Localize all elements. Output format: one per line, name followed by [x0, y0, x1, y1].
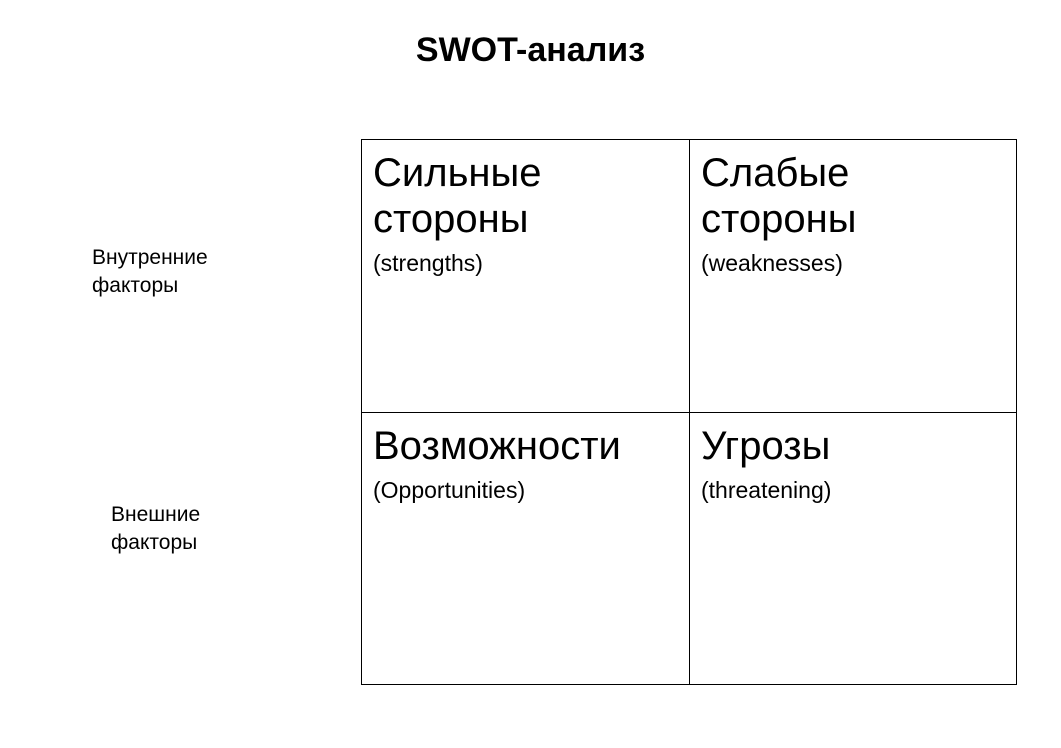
cell-subtitle: (threatening)	[701, 477, 832, 503]
cell-title	[701, 150, 1009, 242]
cell-title-line: Сильные	[373, 151, 542, 195]
cell-subtitle: (Opportunities)	[373, 477, 526, 503]
cell-title-line: Возможности	[373, 424, 621, 468]
page-title: SWOT-анализ	[415, 31, 646, 69]
cell-title-line: Слабые	[701, 151, 850, 195]
cell-title-line: стороны	[373, 197, 529, 241]
cell-threats	[690, 413, 1017, 685]
row-label-line: Внутренние	[92, 246, 208, 269]
row-label-line: Внешние	[111, 503, 201, 526]
row-label-line: факторы	[92, 274, 179, 297]
cell-subtitle: (weaknesses)	[701, 250, 843, 276]
row-label-line: факторы	[111, 531, 198, 554]
cell-title	[373, 150, 681, 242]
row-label-internal-factors	[92, 244, 208, 300]
cell-opportunities	[362, 413, 689, 685]
cell-weaknesses	[690, 140, 1017, 412]
cell-title-line: Угрозы	[701, 424, 831, 468]
cell-title	[373, 423, 681, 469]
row-label-external-factors	[111, 501, 200, 557]
swot-matrix	[361, 139, 1017, 685]
cell-title	[701, 423, 1009, 469]
cell-title-line: стороны	[701, 197, 857, 241]
cell-subtitle: (strengths)	[373, 250, 483, 276]
cell-strengths	[362, 140, 689, 412]
